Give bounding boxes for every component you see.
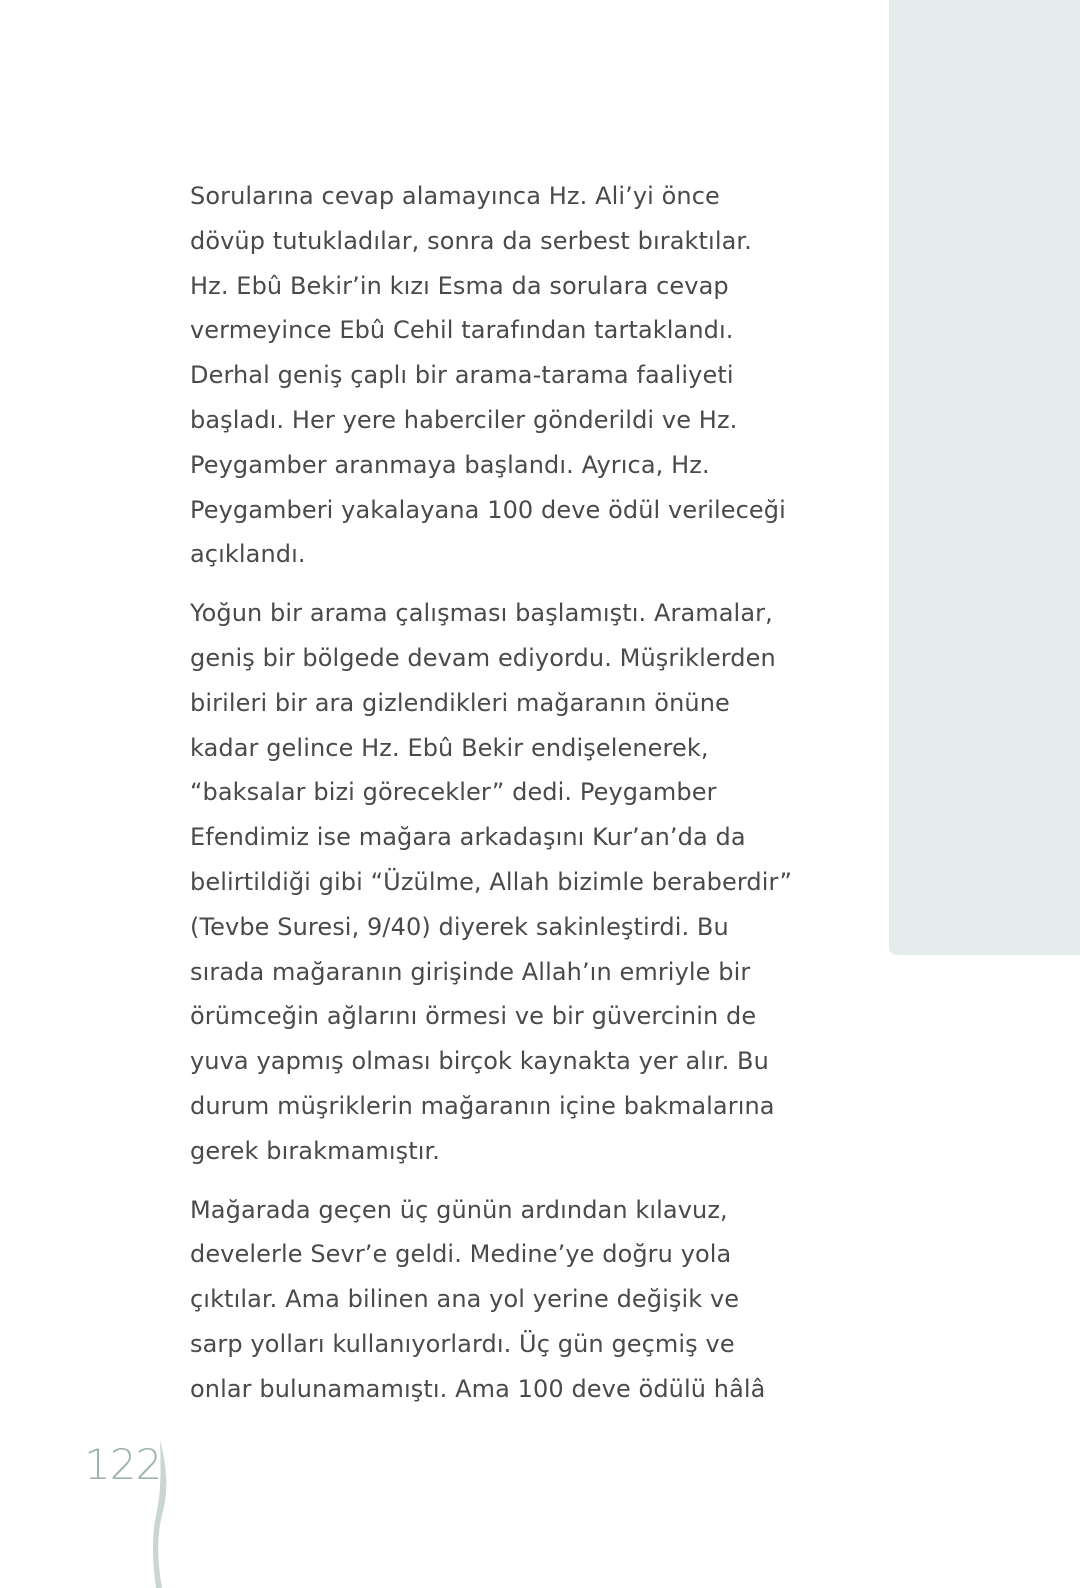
text-line: gerek bırakmamıştır. — [190, 1136, 441, 1165]
text-line: örümceğin ağlarını örmesi ve bir güvercinin de — [190, 1002, 757, 1031]
text-line: develerle Sevr’e geldi. Medine’ye doğru yola — [190, 1240, 732, 1269]
text-line: Mağarada geçen üç günün ardından kılavuz, — [190, 1195, 728, 1224]
text-line: açıklandı. — [190, 540, 306, 569]
page-number: 122 — [84, 1440, 162, 1489]
paragraph-1 — [190, 174, 786, 577]
text-line: (Tevbe Suresi, 9/40) diyerek sakinleştirdi. Bu — [190, 912, 729, 941]
page-ornament-icon — [148, 1440, 172, 1588]
text-line: geniş bir bölgede devam ediyordu. Müşriklerden — [190, 643, 776, 672]
text-line: birileri bir ara gizlendikleri mağaranın önüne — [190, 688, 730, 717]
text-line: Peygamber aranmaya başlandı. Ayrıca, Hz. — [190, 450, 710, 479]
text-line: Peygamberi yakalayana 100 deve ödül verileceği — [190, 495, 786, 524]
side-panel — [889, 0, 1080, 955]
text-line: çıktılar. Ama bilinen ana yol yerine değişik ve — [190, 1285, 740, 1314]
text-line: sarp yolları kullanıyorlardı. Üç gün geçmiş ve — [190, 1329, 735, 1358]
text-line: yuva yapmış olması birçok kaynakta yer alır. Bu — [190, 1047, 769, 1076]
body-text — [190, 174, 793, 1426]
text-line: Sorularına cevap alamayınca Hz. Ali’yi önce — [190, 182, 720, 210]
text-line: dövüp tutukladılar, sonra da serbest bıraktılar. — [190, 226, 752, 255]
text-line: kadar gelince Hz. Ebû Bekir endişelenerek, — [190, 733, 709, 762]
text-line: vermeyince Ebû Cehil tarafından tartaklandı. — [190, 316, 734, 345]
text-line: “baksalar bizi görecekler” dedi. Peygamber — [190, 778, 717, 807]
text-line: Efendimiz ise mağara arkadaşını Kur’an’da da — [190, 823, 746, 852]
text-line: Yoğun bir arama çalışması başlamıştı. Aramalar, — [190, 599, 773, 628]
paragraph-2 — [190, 591, 793, 1173]
text-line: sırada mağaranın girişinde Allah’ın emriyle bir — [190, 957, 751, 986]
text-line: onlar bulunamamıştı. Ama 100 deve ödülü hâlâ — [190, 1374, 766, 1403]
text-line: Derhal geniş çaplı bir arama-tarama faaliyeti — [190, 361, 734, 390]
paragraph-3 — [190, 1188, 766, 1412]
text-line: belirtildiği gibi “Üzülme, Allah bizimle beraberdir” — [190, 867, 793, 896]
text-line: başladı. Her yere haberciler gönderildi ve Hz. — [190, 405, 738, 434]
text-line: durum müşriklerin mağaranın içine bakmalarına — [190, 1091, 775, 1120]
text-line: Hz. Ebû Bekir’in kızı Esma da sorulara cevap — [190, 271, 729, 300]
